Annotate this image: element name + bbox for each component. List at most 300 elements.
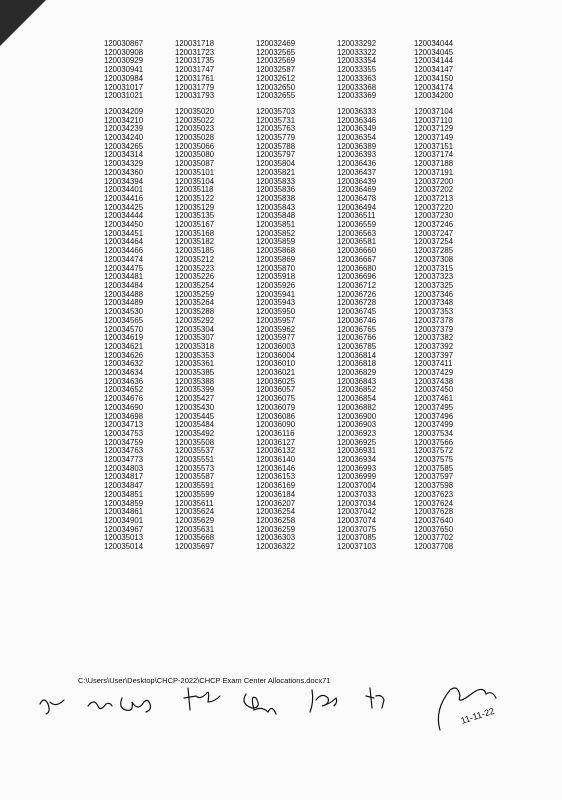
- roll-number: 120035223: [175, 263, 215, 273]
- roll-number: 120037034: [337, 498, 377, 508]
- roll-number: 120036925: [337, 437, 377, 447]
- roll-number: 120037191: [414, 167, 454, 177]
- roll-number: 120034425: [104, 202, 144, 212]
- roll-number: 120035537: [175, 446, 215, 456]
- roll-number: 120035508: [175, 437, 215, 447]
- roll-number: 120035259: [175, 289, 215, 299]
- roll-number: 120035013: [104, 533, 144, 543]
- roll-number: 120037323: [414, 272, 454, 282]
- roll-number: 120035020: [175, 106, 215, 116]
- roll-number: 120035591: [175, 481, 215, 491]
- roll-number: 120035731: [256, 115, 296, 125]
- roll-number: 120034636: [104, 376, 144, 386]
- roll-number: 120034773: [104, 455, 144, 465]
- roll-number: 120035833: [256, 176, 296, 186]
- roll-number: 120035703: [256, 106, 296, 116]
- roll-number: 120035445: [175, 411, 215, 421]
- roll-number: 120037348: [414, 298, 454, 308]
- roll-number: 120036140: [256, 455, 296, 465]
- roll-number: 120035292: [175, 315, 215, 325]
- roll-number: 120037202: [414, 185, 454, 195]
- roll-number: 120031718: [175, 39, 215, 48]
- roll-number: 120036333: [337, 106, 377, 116]
- roll-number: 120034570: [104, 324, 144, 334]
- roll-number: 120037346: [414, 289, 454, 299]
- roll-number: 120036667: [337, 254, 377, 264]
- roll-number: 120035918: [256, 272, 296, 282]
- roll-number: 120034450: [104, 220, 144, 230]
- roll-number: 120037397: [414, 350, 454, 360]
- roll-number: 120036349: [337, 124, 377, 134]
- roll-number: 120035763: [256, 124, 296, 134]
- roll-number: 120034901: [104, 515, 144, 525]
- roll-number: 120037315: [414, 263, 454, 273]
- roll-number: 120035848: [256, 211, 296, 221]
- roll-number: 120035587: [175, 472, 215, 482]
- column-block-main: [175, 108, 214, 552]
- roll-number: 120034329: [104, 159, 144, 169]
- roll-number: 120036854: [337, 394, 377, 404]
- roll-number: 120035962: [256, 324, 296, 334]
- roll-number: 120033368: [337, 82, 377, 92]
- roll-number: 120037499: [414, 420, 454, 430]
- roll-number: 120034484: [104, 280, 144, 290]
- roll-number: 120035388: [175, 376, 215, 386]
- roll-number: 120037624: [414, 498, 454, 508]
- roll-number: 120035014: [104, 542, 144, 552]
- roll-number: 120031723: [175, 47, 215, 57]
- column-block-top: [414, 40, 453, 101]
- roll-number: 120037585: [414, 463, 454, 473]
- roll-number: 120036785: [337, 341, 377, 351]
- roll-number: 120034174: [414, 82, 454, 92]
- roll-number: 120032569: [256, 56, 296, 66]
- roll-number: 120035629: [175, 515, 215, 525]
- roll-number: 120035353: [175, 350, 215, 360]
- roll-number: 120031017: [104, 82, 144, 92]
- roll-number: 120035851: [256, 220, 296, 230]
- roll-number: 120035066: [175, 141, 215, 151]
- roll-number: 120035101: [175, 167, 215, 177]
- roll-number: 120036322: [256, 542, 296, 552]
- roll-number: 120036153: [256, 472, 296, 482]
- roll-number: 120034265: [104, 141, 144, 151]
- roll-number: 120035551: [175, 455, 215, 465]
- roll-number: 120035307: [175, 333, 215, 343]
- roll-number: 120036829: [337, 368, 377, 378]
- roll-number: 120035838: [256, 193, 296, 203]
- roll-number: 120036581: [337, 237, 377, 247]
- roll-number: 120034859: [104, 498, 144, 508]
- roll-number: 120037042: [337, 507, 377, 517]
- roll-number: 120037103: [337, 542, 377, 552]
- roll-number: 120032565: [256, 47, 296, 57]
- roll-number: 120035028: [175, 133, 215, 143]
- roll-number: 120035926: [256, 280, 296, 290]
- roll-number: 120036346: [337, 115, 377, 125]
- roll-number: 120037151: [414, 141, 454, 151]
- roll-number: 120035226: [175, 272, 215, 282]
- roll-number: 120036934: [337, 455, 377, 465]
- column-block-main: [104, 108, 143, 552]
- roll-number: 120035484: [175, 420, 215, 430]
- roll-number: 120035254: [175, 280, 215, 290]
- roll-number: 120034416: [104, 193, 144, 203]
- roll-number: 120037033: [337, 489, 377, 499]
- roll-number: 120037623: [414, 489, 454, 499]
- roll-number: 120036882: [337, 402, 377, 412]
- roll-number: 120032587: [256, 65, 296, 75]
- roll-number: 120037628: [414, 507, 454, 517]
- roll-number: 120030929: [104, 56, 144, 66]
- roll-number: 120037325: [414, 280, 454, 290]
- roll-number: 120034817: [104, 472, 144, 482]
- roll-number: 120035430: [175, 402, 215, 412]
- roll-number: 120037074: [337, 515, 377, 525]
- roll-number: 120035023: [175, 124, 215, 134]
- roll-number: 120035797: [256, 150, 296, 160]
- roll-number: 120035118: [175, 185, 214, 195]
- roll-number: 120034676: [104, 394, 144, 404]
- roll-number: 120037246: [414, 220, 454, 230]
- roll-number: 120034698: [104, 411, 144, 421]
- roll-number: 120034210: [104, 115, 144, 125]
- roll-number: 120037597: [414, 472, 454, 482]
- roll-number: 120033355: [337, 65, 377, 75]
- roll-number: 120035843: [256, 202, 296, 212]
- roll-number: 120031747: [175, 65, 215, 75]
- roll-number: 120036766: [337, 333, 377, 343]
- roll-number: 120037450: [414, 385, 454, 395]
- roll-number: 120037110: [414, 115, 453, 125]
- roll-number: 120036814: [337, 350, 377, 360]
- roll-number: 120036207: [256, 498, 296, 508]
- roll-number: 120037496: [414, 411, 454, 421]
- roll-number: 120034150: [414, 73, 454, 83]
- column-block-main: [414, 108, 453, 552]
- roll-number: 120037174: [414, 150, 454, 160]
- signature-2: [88, 702, 112, 709]
- roll-number: 120035697: [175, 542, 215, 552]
- roll-number: 120036712: [337, 280, 377, 290]
- roll-number: 120037534: [414, 428, 454, 438]
- roll-number: 120035135: [175, 211, 215, 221]
- roll-number: 120035977: [256, 333, 296, 343]
- roll-number: 120036258: [256, 515, 296, 525]
- roll-number: 120036354: [337, 133, 377, 143]
- roll-number: 120030941: [104, 65, 144, 75]
- roll-number: 120037353: [414, 307, 454, 317]
- roll-number: 120036903: [337, 420, 377, 430]
- roll-number: 120037598: [414, 481, 454, 491]
- roll-number: 120036439: [337, 176, 377, 186]
- roll-number: 120037392: [414, 341, 454, 351]
- roll-number: 120032469: [256, 39, 296, 48]
- roll-number: 120030908: [104, 47, 144, 57]
- roll-number: 120034967: [104, 524, 144, 534]
- roll-number: 120037188: [414, 159, 454, 169]
- roll-number: 120034652: [104, 385, 144, 395]
- roll-number: 120036900: [337, 411, 377, 421]
- roll-number: 120036057: [256, 385, 296, 395]
- roll-number: 120034401: [104, 185, 144, 195]
- roll-number: 120030867: [104, 39, 144, 48]
- roll-number: 120033292: [337, 39, 377, 48]
- roll-number: 120036146: [256, 463, 296, 473]
- roll-number: 120036478: [337, 193, 377, 203]
- roll-number: 120035318: [175, 341, 215, 351]
- roll-column-1: [104, 40, 143, 552]
- roll-number: 120034200: [414, 91, 454, 101]
- roll-number: 120036004: [256, 350, 296, 360]
- roll-number: 120031761: [175, 73, 215, 83]
- roll-number: 120036303: [256, 533, 296, 543]
- roll-number: 120034626: [104, 350, 144, 360]
- signatures-area: [0, 684, 562, 784]
- roll-number: 120036437: [337, 167, 377, 177]
- roll-column-5: [414, 40, 453, 552]
- signature-7: [366, 688, 384, 708]
- roll-number: 120034314: [104, 150, 144, 160]
- signature-6: [310, 690, 337, 712]
- roll-number: 120037378: [414, 315, 454, 325]
- roll-number: 120035804: [256, 159, 296, 169]
- roll-number: 120035288: [175, 307, 215, 317]
- roll-number: 120036511: [337, 211, 376, 221]
- roll-number: 120037200: [414, 176, 454, 186]
- roll-number: 120035599: [175, 489, 215, 499]
- roll-number: 120037495: [414, 402, 454, 412]
- roll-number: 120036075: [256, 394, 296, 404]
- roll-number: 120034451: [104, 228, 144, 238]
- roll-number: 120037285: [414, 246, 454, 256]
- roll-number: 120034444: [104, 211, 144, 221]
- roll-number: 120034847: [104, 481, 144, 491]
- roll-number: 120036931: [337, 446, 377, 456]
- roll-number: 120031021: [104, 91, 144, 101]
- roll-number: 120034621: [104, 341, 144, 351]
- roll-number: 120035080: [175, 150, 215, 160]
- roll-number: 120035573: [175, 463, 215, 473]
- roll-number: 120035122: [175, 193, 215, 203]
- roll-number: 120035427: [175, 394, 215, 404]
- roll-number: 120032650: [256, 82, 296, 92]
- roll-number: 120031793: [175, 91, 215, 101]
- roll-number: 120036025: [256, 376, 296, 386]
- roll-number: 120036436: [337, 159, 377, 169]
- roll-number: 120030984: [104, 73, 144, 83]
- roll-number: 120034759: [104, 437, 144, 447]
- roll-number: 120035779: [256, 133, 296, 143]
- signature-1: [40, 700, 64, 714]
- roll-number: 120036494: [337, 202, 377, 212]
- roll-number: 120035185: [175, 246, 215, 256]
- roll-number: 120033363: [337, 73, 377, 83]
- signature-5: [244, 694, 276, 714]
- roll-number: 120034690: [104, 402, 144, 412]
- roll-number: 120036999: [337, 472, 377, 482]
- roll-number: 120034209: [104, 106, 144, 116]
- roll-number: 120035859: [256, 237, 296, 247]
- roll-number: 120035836: [256, 185, 296, 195]
- roll-number: 120034634: [104, 368, 144, 378]
- roll-number: 120036469: [337, 185, 377, 195]
- roll-number: 120036765: [337, 324, 377, 334]
- roll-number: 120037382: [414, 333, 454, 343]
- roll-number: 120036010: [256, 359, 296, 369]
- roll-number: 120036746: [337, 315, 377, 325]
- roll-number: 120036660: [337, 246, 377, 256]
- roll-number: 120037220: [414, 202, 454, 212]
- roll-number: 120037308: [414, 254, 454, 264]
- roll-number: 120035361: [175, 359, 215, 369]
- roll-number: 120035868: [256, 246, 296, 256]
- roll-number: 120035304: [175, 324, 215, 334]
- roll-number: 120037254: [414, 237, 454, 247]
- signature-3: [121, 698, 151, 712]
- roll-number: 120035869: [256, 254, 296, 264]
- roll-number: 120036745: [337, 307, 377, 317]
- roll-number: 120035611: [175, 498, 214, 508]
- roll-number: 120035399: [175, 385, 215, 395]
- roll-column-2: [175, 40, 214, 552]
- roll-number: 120037379: [414, 324, 454, 334]
- roll-number: 120036852: [337, 385, 377, 395]
- roll-number: 120035087: [175, 159, 215, 169]
- roll-number: 120036086: [256, 411, 296, 421]
- roll-number: 120034851: [104, 489, 144, 499]
- roll-number: 120035870: [256, 263, 296, 273]
- roll-number: 120036843: [337, 376, 377, 386]
- roll-number: 120035168: [175, 228, 215, 238]
- roll-number: 120032612: [256, 73, 296, 83]
- roll-number: 120036254: [256, 507, 296, 517]
- roll-number: 120035668: [175, 533, 215, 543]
- roll-number: 120036726: [337, 289, 377, 299]
- roll-number: 120037213: [414, 193, 454, 203]
- roll-number: 120036259: [256, 524, 296, 534]
- roll-number: 120036132: [256, 446, 296, 456]
- roll-number: 120031735: [175, 56, 215, 66]
- column-block-top: [175, 40, 214, 101]
- roll-number: 120037129: [414, 124, 454, 134]
- roll-number: 120035167: [175, 220, 215, 230]
- roll-number: 120035950: [256, 307, 296, 317]
- roll-number: 120036559: [337, 220, 377, 230]
- roll-number: 120036184: [256, 489, 296, 499]
- signature-4: [184, 688, 220, 710]
- roll-number: 120034474: [104, 254, 144, 264]
- roll-number: 120037438: [414, 376, 454, 386]
- roll-number: 120036003: [256, 341, 296, 351]
- roll-number: 120037085: [337, 533, 377, 543]
- roll-number: 120036021: [256, 368, 296, 378]
- scan-corner-shadow: [0, 0, 46, 46]
- roll-number: 120035624: [175, 507, 215, 517]
- roll-number: 120034753: [104, 428, 144, 438]
- roll-number: 120034481: [104, 272, 144, 282]
- column-block-main: [337, 108, 376, 552]
- roll-number: 120036563: [337, 228, 377, 238]
- roll-number: 120034239: [104, 124, 144, 134]
- roll-number: 120034488: [104, 289, 144, 299]
- roll-number: 120037411: [414, 359, 453, 369]
- roll-column-3: [256, 40, 295, 552]
- roll-number: 120033369: [337, 91, 377, 101]
- roll-number: 120035104: [175, 176, 215, 186]
- roll-number: 120035821: [256, 167, 296, 177]
- roll-number: 120034713: [104, 420, 144, 430]
- roll-number: 120037247: [414, 228, 454, 238]
- roll-number: 120037149: [414, 133, 454, 143]
- roll-number: 120035212: [175, 254, 215, 264]
- roll-number: 120036090: [256, 420, 296, 430]
- roll-number: 120034565: [104, 315, 144, 325]
- roll-number: 120036127: [256, 437, 296, 447]
- roll-number: 120035264: [175, 298, 215, 308]
- roll-number: 120035943: [256, 298, 296, 308]
- roll-number: 120035182: [175, 237, 215, 247]
- roll-number: 120035852: [256, 228, 296, 238]
- roll-number: 120037566: [414, 437, 454, 447]
- roll-number: 120035788: [256, 141, 296, 151]
- roll-number: 120034619: [104, 333, 144, 343]
- column-block-top: [337, 40, 376, 101]
- roll-number: 120036818: [337, 359, 377, 369]
- roll-number: 120034475: [104, 263, 144, 273]
- column-block-top: [256, 40, 295, 101]
- roll-number: 120034144: [414, 56, 454, 66]
- roll-number: 120036389: [337, 141, 377, 151]
- roll-number: 120033322: [337, 47, 377, 57]
- roll-column-4: [337, 40, 376, 552]
- roll-number: 120034464: [104, 237, 144, 247]
- roll-number: 120035385: [175, 368, 215, 378]
- roll-number: 120034632: [104, 359, 144, 369]
- roll-number: 120037461: [414, 394, 454, 404]
- roll-number: 120034530: [104, 307, 144, 317]
- roll-number: 120037650: [414, 524, 454, 534]
- roll-number: 120037004: [337, 481, 377, 491]
- roll-number: 120034803: [104, 463, 144, 473]
- roll-number: 120036393: [337, 150, 377, 160]
- roll-number: 120034861: [104, 507, 144, 517]
- roll-number: 120036696: [337, 272, 377, 282]
- roll-number: 120034240: [104, 133, 144, 143]
- column-block-main: [256, 108, 295, 552]
- roll-number: 120035941: [256, 289, 296, 299]
- roll-number: 120036169: [256, 481, 296, 491]
- roll-number: 120037572: [414, 446, 454, 456]
- signature-date: 11-11-22: [459, 705, 496, 726]
- roll-number: 120037230: [414, 211, 454, 221]
- roll-number: 120034394: [104, 176, 144, 186]
- roll-number: 120036116: [256, 428, 295, 438]
- roll-number: 120034489: [104, 298, 144, 308]
- roll-number: 120037575: [414, 455, 454, 465]
- roll-number: 120033354: [337, 56, 377, 66]
- roll-number: 120034466: [104, 246, 144, 256]
- roll-number: 120037640: [414, 515, 454, 525]
- roll-number: 120034044: [414, 39, 454, 48]
- roll-number: 120034045: [414, 47, 454, 57]
- roll-number: 120034763: [104, 446, 144, 456]
- file-path-footer: C:\Users\User\Desktop\CHCP-2022\CHCP Exam Center Allocations.docx71: [78, 676, 331, 685]
- roll-number: 120036680: [337, 263, 377, 273]
- roll-number: 120036079: [256, 402, 296, 412]
- column-block-top: [104, 40, 143, 101]
- roll-number: 120037708: [414, 542, 454, 552]
